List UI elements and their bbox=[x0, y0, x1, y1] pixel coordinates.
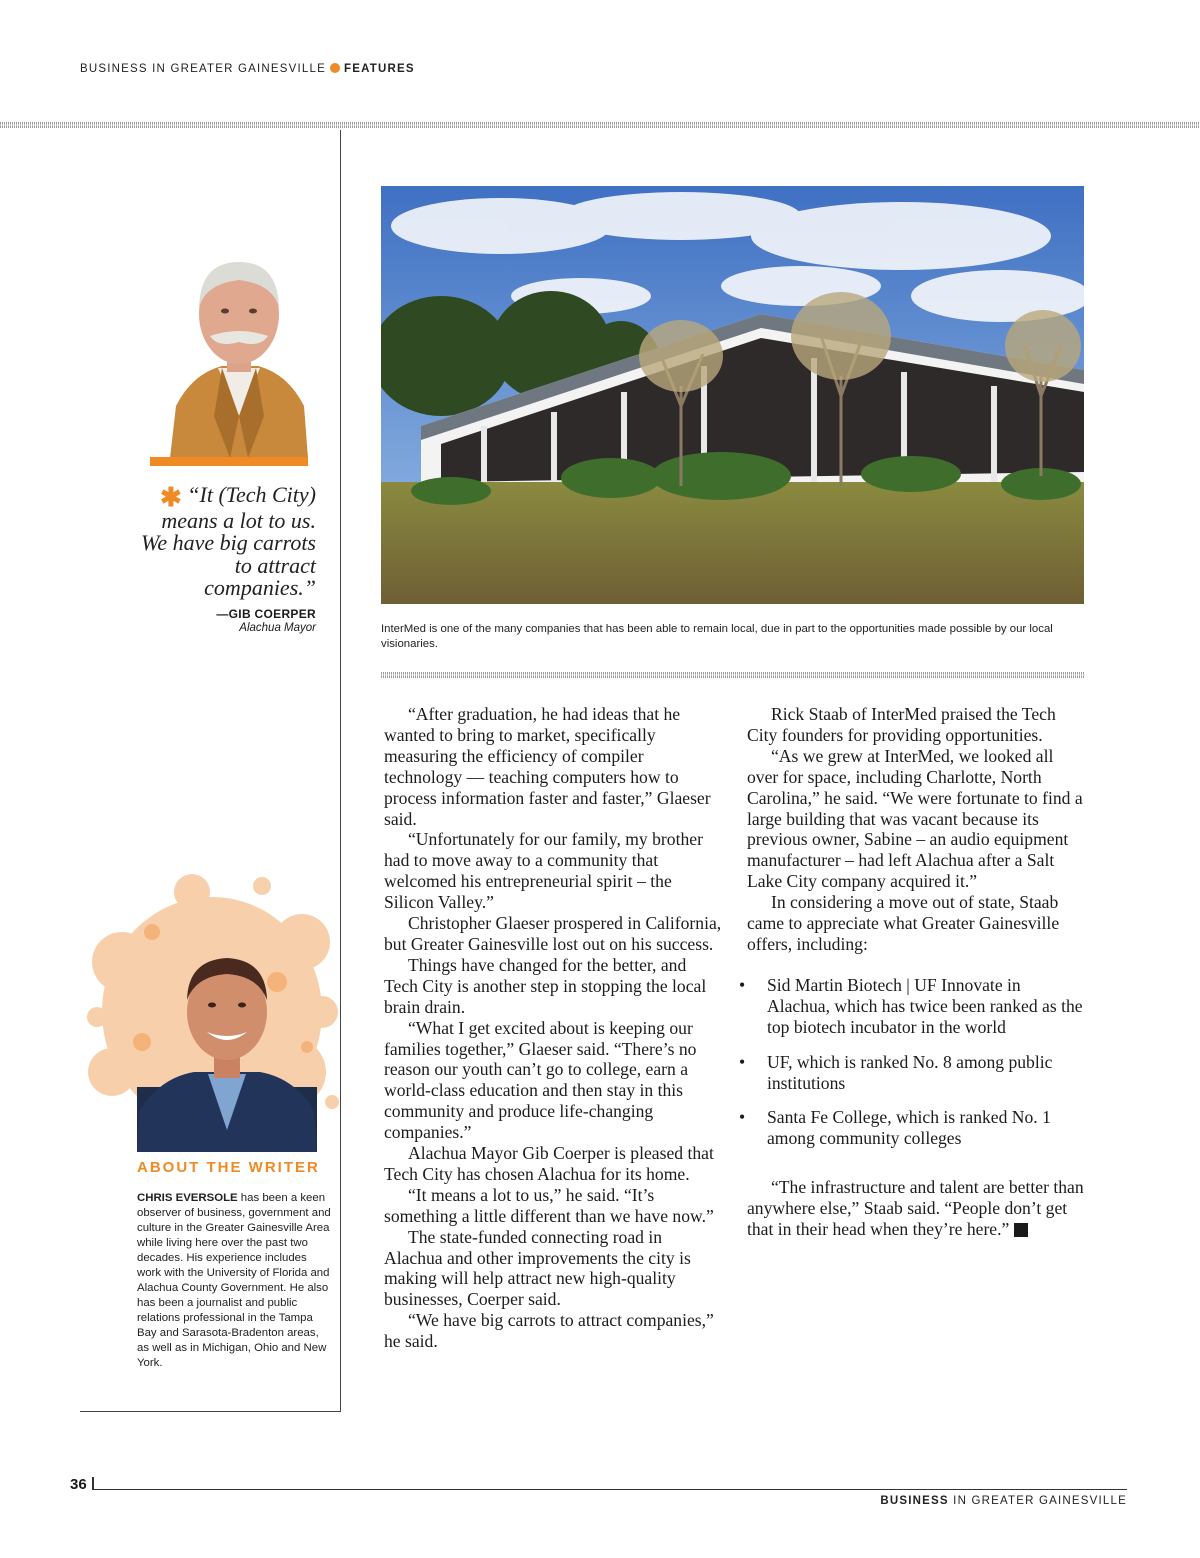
list-item bbox=[739, 1051, 1087, 1094]
list-item-text: Sid Martin Biotech | UF Innovate in Alachua, which has twice been ranked as the top biotech incubator in the world bbox=[767, 974, 1083, 1037]
sidebar-border bbox=[340, 130, 341, 1412]
mayor-portrait bbox=[170, 256, 308, 458]
bullet-list bbox=[739, 974, 1087, 1149]
intermed-building-photo bbox=[381, 186, 1084, 604]
closing-text: “The infrastructure and talent are better than anywhere else,” Staab said. “People don’t get that in their head when they’re here.” bbox=[747, 1177, 1084, 1240]
asterisk-icon: ✱ bbox=[159, 483, 182, 512]
sidebar-bottom-rule bbox=[80, 1411, 341, 1412]
orange-dot-icon bbox=[330, 63, 340, 73]
header-divider bbox=[0, 122, 1200, 128]
publication-name: BUSINESS IN GREATER GAINESVILLE bbox=[80, 63, 326, 75]
paragraph: Rick Staab of InterMed praised the Tech City founders for providing opportunities. bbox=[747, 704, 1056, 745]
paragraph: “As we grew at InterMed, we looked all over for space, including Charlotte, North Carolina,” he said. “We were fortunate to find a large building that was vacant because its previous owner, Sabine – an audio equipment manufacturer – had left Alachua after a Salt Lake City company acquired it.” bbox=[747, 745, 1083, 892]
bullet-icon: • bbox=[739, 974, 746, 995]
paragraph: Christopher Glaeser prospered in California, but Greater Gainesville lost out on his success. bbox=[384, 913, 722, 954]
bullet-icon: • bbox=[739, 1107, 746, 1128]
writer-bio-text: has been a keen observer of business, government and culture in the Greater Gainesville Area while living here over the past two decades. His experience includes work with the University of Florida and Alachua County Government. He also has been a journalist and public relations professional in the Tampa Bay and Sarasota-Bradenton areas, as well as in Michigan, Ohio and New York. bbox=[137, 1192, 331, 1369]
article-top-divider bbox=[381, 672, 1084, 678]
footer-rule bbox=[92, 1489, 1127, 1490]
photo-caption: InterMed is one of the many companies that has been able to remain local, due in part to the opportunities made possible by our local visionaries. bbox=[381, 623, 1053, 650]
portrait-accent-bar bbox=[150, 457, 308, 466]
paragraph: “Unfortunately for our family, my brother had to move away to a community that welcomed his entrepreneurial spirit – the Silicon Valley.” bbox=[384, 829, 703, 913]
paragraph: “It means a lot to us,” he said. “It’s something a little different than we have now.” bbox=[384, 1184, 714, 1226]
paragraph: The state-funded connecting road in Alachua and other improvements the city is making will help attract new high-quality businesses, Coerper said. bbox=[384, 1226, 691, 1310]
footer-brand bbox=[880, 1495, 1127, 1507]
paragraph: In considering a move out of state, Staab came to appreciate what Greater Gainesville offers, including: bbox=[747, 892, 1060, 954]
paragraph: Alachua Mayor Gib Coerper is pleased that Tech City has chosen Alachua for its home. bbox=[384, 1143, 714, 1184]
list-item-text: Santa Fe College, which is ranked No. 1 among community colleges bbox=[767, 1107, 1051, 1149]
paragraph: “After graduation, he had ideas that he wanted to bring to market, specifically measuring the efficiency of compiler technology — teaching computers how to process information faster and faster,” Glaeser said. bbox=[384, 704, 711, 829]
footer-brand-bold: BUSINESS bbox=[880, 1495, 949, 1507]
about-writer-heading: ABOUT THE WRITER bbox=[137, 1159, 320, 1176]
pull-quote bbox=[140, 484, 316, 600]
writer-portrait bbox=[82, 872, 340, 1152]
page-number: 36 bbox=[70, 1476, 87, 1493]
bullet-icon: • bbox=[739, 1051, 746, 1072]
footer-brand-rest: IN GREATER GAINESVILLE bbox=[948, 1495, 1127, 1507]
closing-paragraph bbox=[747, 1177, 1087, 1240]
paragraph: “We have big carrots to attract companies,” he said. bbox=[384, 1310, 714, 1352]
article-column-2 bbox=[739, 704, 1087, 1240]
writer-name: CHRIS EVERSOLE bbox=[137, 1192, 238, 1204]
writer-bio bbox=[137, 1191, 332, 1371]
list-item bbox=[739, 1107, 1087, 1149]
running-header bbox=[80, 63, 415, 75]
quote-attribution-name: —GIB COERPER bbox=[216, 607, 316, 621]
quote-attribution-title: Alachua Mayor bbox=[239, 622, 316, 634]
list-item-text: UF, which is ranked No. 8 among public institutions bbox=[767, 1051, 1053, 1093]
end-mark-icon: B bbox=[1014, 1223, 1028, 1237]
article-column-1 bbox=[384, 704, 724, 1352]
pull-quote-text: “It (Tech City) means a lot to us. We have big carrots to attract companies.” bbox=[141, 482, 316, 600]
section-name: FEATURES bbox=[343, 63, 415, 75]
paragraph: “What I get excited about is keeping our families together,” Glaeser said. “There’s no reason our youth can’t go to college, earn a world-class education and then stay in this community and produce life-changing companies.” bbox=[384, 1017, 697, 1143]
paragraph: Things have changed for the better, and Tech City is another step in stopping the local brain drain. bbox=[384, 954, 707, 1017]
list-item bbox=[739, 974, 1087, 1038]
